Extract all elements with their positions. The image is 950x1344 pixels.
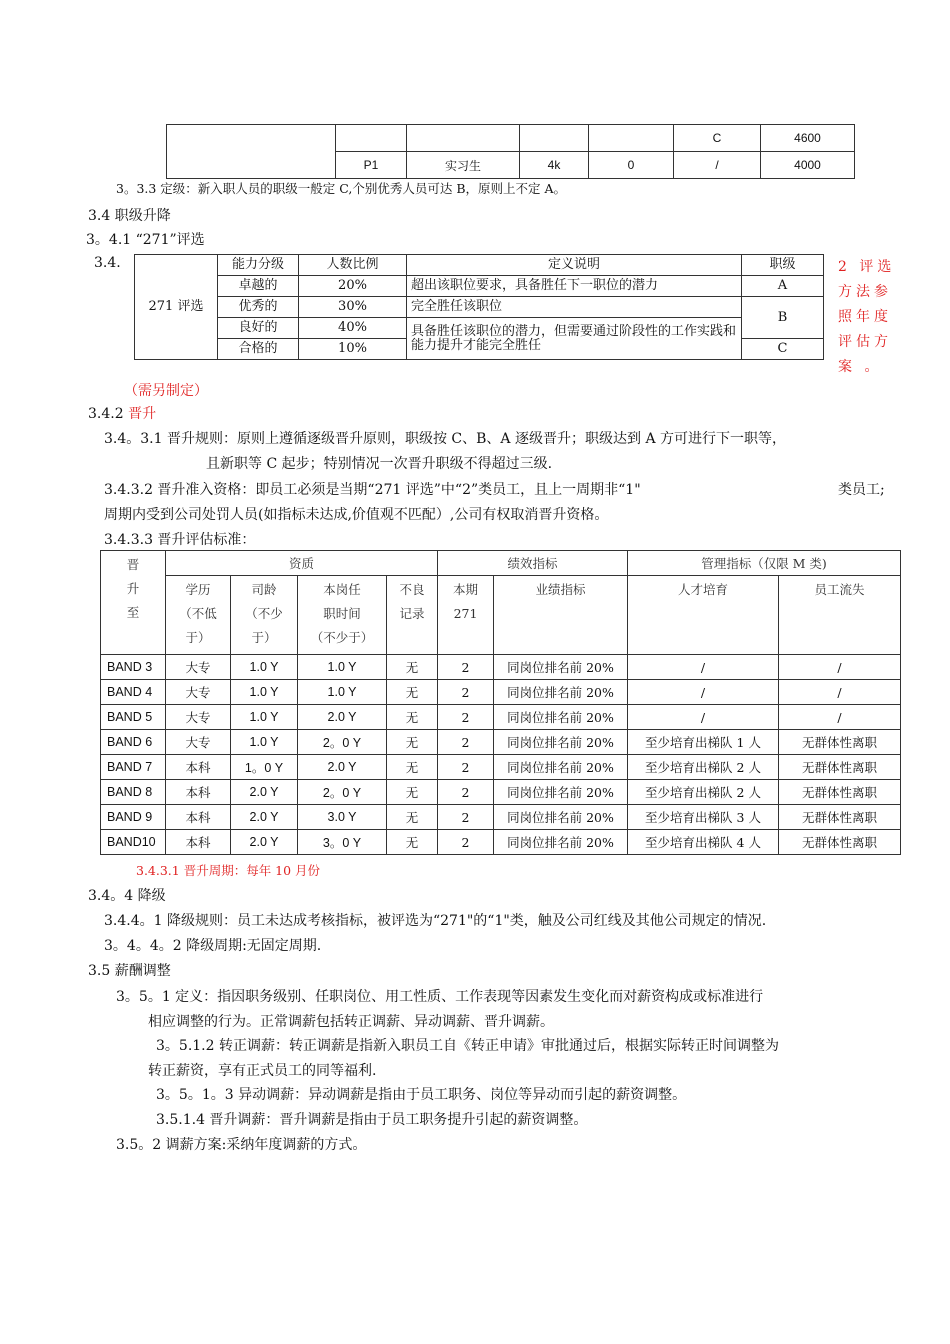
table-cell: 无	[387, 830, 438, 855]
table-cell: /	[674, 152, 761, 179]
table-cell: 2.0 Y	[298, 705, 387, 730]
table-row	[101, 705, 901, 730]
regularization-paragraph: 3。5.1.2 转正调薪：转正调薪是指新入职员工自《转正申请》审批通过后，根据实际转正时间调整为	[156, 1038, 779, 1054]
table-cell: BAND 5	[101, 705, 166, 730]
table-cell: 无	[387, 680, 438, 705]
group-header: 绩效指标	[438, 551, 628, 576]
promotion-criteria-heading: 3.4.3.3 晋升评估标准：	[104, 532, 256, 548]
table-cell: 同岗位排名前 20%	[494, 805, 628, 830]
table-row	[101, 730, 901, 755]
table-cell: 同岗位排名前 20%	[494, 780, 628, 805]
table-cell: 2。0 Y	[298, 730, 387, 755]
table-cell: 同岗位排名前 20%	[494, 755, 628, 780]
table-cell: 2	[438, 730, 494, 755]
table-cell: 至少培育出梯队 3 人	[628, 805, 779, 830]
table-cell: 1.0 Y	[231, 705, 298, 730]
heading-number: 3.4.2	[88, 406, 124, 422]
table-cell: 4k	[520, 152, 589, 179]
evaluation-271-table	[134, 254, 824, 360]
table-cell: 大专	[166, 655, 231, 680]
table-cell: 本科	[166, 780, 231, 805]
promotion-adjustment-paragraph: 3.5.1.4 晋升调薪：晋升调薪是指由于员工职务提升引起的薪资调整。	[156, 1112, 588, 1128]
header-line: 晋	[126, 557, 140, 572]
salary-table-fragment	[166, 124, 855, 179]
promotion-cycle-note: 3.4.3.1 晋升周期：每年 10 月份	[136, 863, 321, 878]
table-cell: C	[674, 125, 761, 152]
side-note-continued: （需另制定）	[124, 383, 208, 399]
table-cell: BAND 8	[101, 780, 166, 805]
column-header: 职级	[742, 255, 824, 276]
table-cell: 2	[438, 705, 494, 730]
table-cell: 1.0 Y	[231, 680, 298, 705]
table-cell: 良好的	[218, 318, 299, 339]
table-cell: 优秀的	[218, 297, 299, 318]
table-cell: 同岗位排名前 20%	[494, 830, 628, 855]
group-header: 管理指标（仅限 M 类)	[628, 551, 901, 576]
salary-definition-paragraph: 3。5。1 定义：指因职务级别、任职岗位、用工性质、工作表现等因素发生变化而对薪资构成或标准进行	[116, 989, 764, 1005]
transfer-adjustment-paragraph: 3。5。1。3 异动调薪：异动调薪是指由于员工职务、岗位等异动而引起的薪资调整。	[156, 1087, 687, 1103]
table-cell: 2.0 Y	[231, 830, 298, 855]
side-note-line: 2 评选	[838, 259, 896, 275]
header-line: 于）	[185, 630, 211, 645]
table-cell: 无群体性离职	[779, 780, 901, 805]
table-cell: BAND 4	[101, 680, 166, 705]
header-line: （不少于）	[310, 630, 374, 645]
header-line: （不少	[245, 606, 283, 621]
group-label: 271 评选	[135, 255, 218, 360]
table-cell: 2.0 Y	[298, 755, 387, 780]
table-cell: 同岗位排名前 20%	[494, 705, 628, 730]
side-note-line: 评估方	[838, 334, 892, 350]
table-cell: C	[742, 339, 824, 360]
table-cell: 1.0 Y	[231, 730, 298, 755]
promotion-rule-paragraph-cont: 且新职等 C 起步；特别情况一次晋升职级不得超过三级.	[206, 456, 553, 472]
column-header: 能力分级	[218, 255, 299, 276]
table-cell: 1.0 Y	[231, 655, 298, 680]
table-cell: 实习生	[407, 152, 520, 179]
table-cell: 无	[387, 805, 438, 830]
table-cell: 2	[438, 755, 494, 780]
table-cell: 本科	[166, 830, 231, 855]
section-heading: 3.5 薪酬调整	[88, 963, 171, 979]
header-line: 职时间	[323, 606, 361, 621]
header-line: 不良	[399, 582, 425, 597]
table-row	[101, 655, 901, 680]
table-cell: A	[742, 276, 824, 297]
table-cell: 至少培育出梯队 1 人	[628, 730, 779, 755]
grading-paragraph: 3。3.3 定级：新入职人员的职级一般定 C,个别优秀人员可达 B，原则上不定 A。	[116, 181, 567, 196]
section-heading: 3.4 职级升降	[88, 208, 171, 224]
salary-scheme-paragraph: 3.5。2 调薪方案:采纳年度调薪的方式。	[116, 1137, 367, 1153]
table-cell	[336, 125, 407, 152]
table-cell: 合格的	[218, 339, 299, 360]
column-header-target	[101, 551, 166, 655]
side-note-line: 案 。	[838, 359, 883, 375]
table-cell: BAND10	[101, 830, 166, 855]
header-line: 司龄	[251, 582, 277, 597]
table-cell: 大专	[166, 730, 231, 755]
table-cell: B	[742, 297, 824, 339]
table-cell: 无	[387, 730, 438, 755]
table-cell: BAND 3	[101, 655, 166, 680]
promotion-criteria-table	[100, 550, 901, 855]
table-cell: 30%	[299, 297, 407, 318]
table-cell: 大专	[166, 705, 231, 730]
table-cell: 3.0 Y	[298, 805, 387, 830]
section-label: 3.4.	[94, 255, 121, 271]
side-note-line: 方法参	[838, 284, 892, 300]
table-cell: 同岗位排名前 20%	[494, 655, 628, 680]
table-cell: /	[779, 705, 901, 730]
column-header	[231, 576, 298, 655]
table-cell: 2	[438, 830, 494, 855]
header-line: 记录	[399, 606, 425, 621]
table-cell: 2	[438, 680, 494, 705]
table-cell: 无	[387, 705, 438, 730]
side-note	[838, 255, 895, 380]
table-cell: 10%	[299, 339, 407, 360]
table-cell: 无群体性离职	[779, 830, 901, 855]
table-row	[101, 780, 901, 805]
table-cell: P1	[336, 152, 407, 179]
header-line: 升	[126, 581, 140, 596]
table-row	[101, 680, 901, 705]
table-cell	[167, 125, 336, 179]
column-header	[387, 576, 438, 655]
table-cell: 大专	[166, 680, 231, 705]
group-header: 资质	[166, 551, 438, 576]
heading-text: 晋升	[128, 406, 157, 422]
table-cell: 同岗位排名前 20%	[494, 680, 628, 705]
table-cell: 无	[387, 655, 438, 680]
column-header: 员工流失	[779, 576, 901, 655]
table-cell: 无	[387, 780, 438, 805]
table-cell: 2	[438, 780, 494, 805]
promotion-eligibility-paragraph-cont: 周期内受到公司处罚人员(如指标未达成,价值观不匹配）,公司有权取消晋升资格。	[104, 507, 609, 523]
header-line: 学历	[185, 582, 211, 597]
table-cell: 至少培育出梯队 4 人	[628, 830, 779, 855]
promotion-eligibility-paragraph: 3.4.3.2 晋升准入资格：即员工必须是当期“271 评选”中“2”类员工，且上一周期非“1"	[104, 482, 641, 498]
table-cell: 无群体性离职	[779, 755, 901, 780]
column-header	[438, 576, 494, 655]
salary-definition-paragraph-cont: 相应调整的行为。正常调薪包括转正调薪、异动调薪、晋升调薪。	[148, 1014, 554, 1030]
table-cell: 2。0 Y	[298, 780, 387, 805]
header-line: 于）	[251, 630, 277, 645]
table-cell: 2.0 Y	[231, 780, 298, 805]
table-cell: 1.0 Y	[298, 680, 387, 705]
table-cell: /	[628, 655, 779, 680]
table-cell: 无群体性离职	[779, 805, 901, 830]
table-cell: 卓越的	[218, 276, 299, 297]
header-line: （不低	[179, 606, 217, 621]
table-cell: 完全胜任该职位	[407, 297, 742, 318]
table-row	[101, 755, 901, 780]
promotion-rule-paragraph: 3.4。3.1 晋升规则：原则上遵循逐级晋升原则，职级按 C、B、A 逐级晋升；职级达到 A 方可进行下一职等，	[104, 431, 786, 447]
table-cell: 至少培育出梯队 2 人	[628, 780, 779, 805]
table-cell: BAND 6	[101, 730, 166, 755]
table-cell: /	[779, 655, 901, 680]
demotion-rule-paragraph: 3.4.4。1 降级规则：员工未达成考核指标，被评选为“271"的“1"类，触及公司红线及其他公司规定的情况.	[104, 913, 767, 929]
table-cell: 2	[438, 655, 494, 680]
table-cell: 超出该职位要求，具备胜任下一职位的潜力	[407, 276, 742, 297]
table-cell: 无群体性离职	[779, 730, 901, 755]
subsection-heading: 3.4。4 降级	[88, 888, 166, 904]
header-line: 本岗任	[323, 582, 361, 597]
table-cell: 1。0 Y	[231, 755, 298, 780]
regularization-paragraph-cont: 转正薪资，享有正式员工的同等福利.	[148, 1063, 377, 1079]
header-line: 271	[453, 606, 478, 621]
table-cell: 20%	[299, 276, 407, 297]
subsection-heading: 3。4.1 “271”评选	[86, 232, 205, 248]
table-cell: 至少培育出梯队 2 人	[628, 755, 779, 780]
table-cell: 0	[589, 152, 674, 179]
table-cell: /	[779, 680, 901, 705]
column-header	[298, 576, 387, 655]
table-cell: 4600	[761, 125, 855, 152]
table-cell	[407, 125, 520, 152]
table-cell: 本科	[166, 755, 231, 780]
table-cell	[589, 125, 674, 152]
table-cell: 无	[387, 755, 438, 780]
table-row	[101, 830, 901, 855]
header-line: 本期	[452, 582, 478, 597]
table-cell: /	[628, 680, 779, 705]
header-line: 至	[126, 605, 140, 620]
column-header: 定义说明	[407, 255, 742, 276]
table-cell: 1.0 Y	[298, 655, 387, 680]
table-cell: 3。0 Y	[298, 830, 387, 855]
column-header: 业绩指标	[494, 576, 628, 655]
subsection-heading	[88, 403, 156, 423]
table-cell: /	[628, 705, 779, 730]
table-cell	[520, 125, 589, 152]
table-cell: BAND 9	[101, 805, 166, 830]
promotion-eligibility-tail: 类员工;	[838, 482, 885, 498]
table-cell: BAND 7	[101, 755, 166, 780]
table-cell: 2	[438, 805, 494, 830]
table-cell: 2.0 Y	[231, 805, 298, 830]
table-cell: 40%	[299, 318, 407, 339]
side-note-line: 照年度	[838, 309, 892, 325]
table-cell: 4000	[761, 152, 855, 179]
table-cell: 本科	[166, 805, 231, 830]
column-header: 人数比例	[299, 255, 407, 276]
table-row	[101, 805, 901, 830]
table-cell: 具备胜任该职位的潜力，但需要通过阶段性的工作实践和能力提升才能完全胜任	[407, 318, 742, 360]
column-header: 人才培育	[628, 576, 779, 655]
column-header	[166, 576, 231, 655]
table-cell: 同岗位排名前 20%	[494, 730, 628, 755]
demotion-cycle-paragraph: 3。4。4。2 降级周期:无固定周期.	[104, 938, 322, 954]
